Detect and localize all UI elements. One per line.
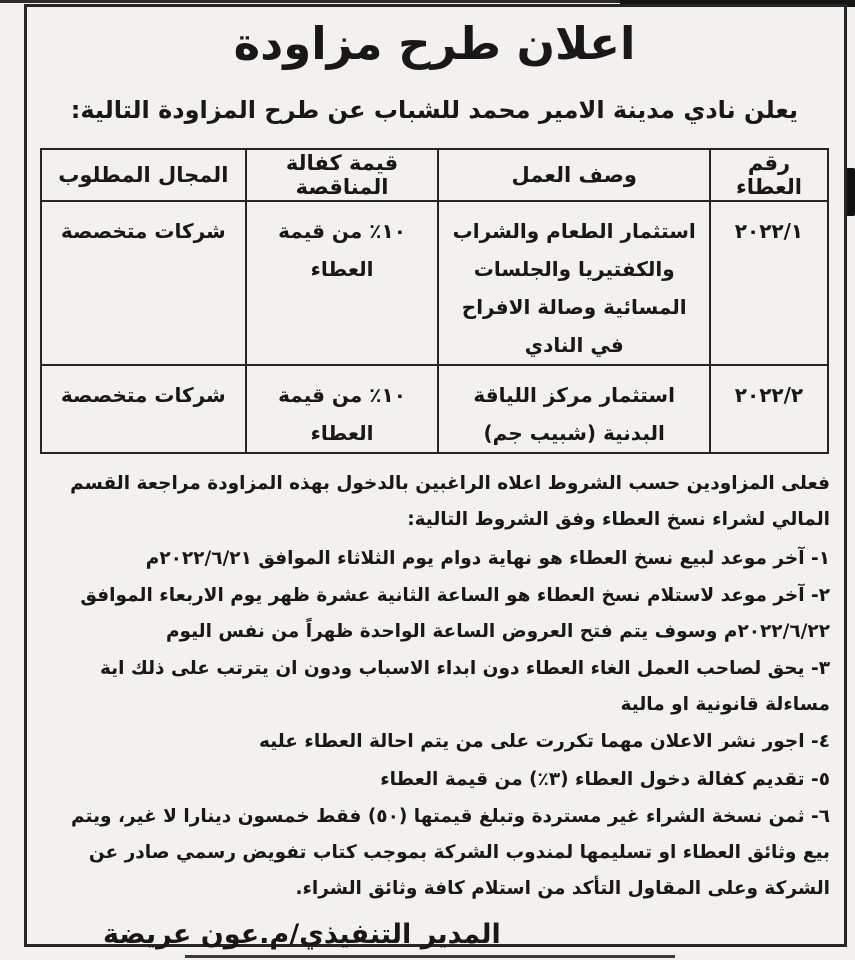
- terms-intro: فعلى المزاودين حسب الشروط اعلاه الراغبين بالدخول بهذه المزاودة مراجعة القسم المالي لشراء نسخ العطاء وفق الشروط التالية:: [70, 473, 830, 531]
- terms-section: [37, 466, 832, 907]
- scan-artifact-bottom-line: [185, 955, 675, 958]
- header-bond-value: قيمة كفالة المناقصة: [246, 149, 439, 201]
- header-work-description: وصف العمل: [438, 149, 710, 201]
- term-item-5: ٥- تقديم كفالة دخول العطاء (٣٪) من قيمة العطاء: [380, 768, 830, 790]
- tender-number-cell: ٢٠٢٢/١: [710, 201, 828, 365]
- term-item-6: ٦- ثمن نسخة الشراء غير مستردة وتبلغ قيمتها (٥٠) فقط خمسون دينارا لا غير، ويتم بيع وثائق العطاء او تسليمها لمندوب الشركة بموجب كتاب تفويض رسمي صادر عن الشركة وعلى المقاول التأكد من استلام كافة وثائق الشراء.: [71, 805, 830, 899]
- work-description-cell: استثمار الطعام والشراب والكفتيريا والجلسات المسائية وصالة الافراح في النادي: [438, 201, 710, 365]
- table-row: [41, 201, 828, 365]
- header-required-field: المجال المطلوب: [41, 149, 246, 201]
- page-title: اعلان طرح مزاودة: [233, 17, 636, 70]
- document-frame: [24, 4, 847, 950]
- term-item-3: ٣- يحق لصاحب العمل الغاء العطاء دون ابداء الاسباب ودون ان يترتب على ذلك اية مساءلة قانونية او مالية: [99, 658, 830, 716]
- term-item-2: ٢- آخر موعد لاستلام نسخ العطاء هو الساعة الثانية عشرة ظهر يوم الاربعاء الموافق ٢٠٢٢/٦/٢٢م وسوف يتم فتح العروض الساعة الواحدة ظهراً من نفس اليوم: [80, 585, 830, 643]
- bond-value-cell: ١٠٪ من قيمة العطاء: [246, 365, 439, 453]
- table-row: [41, 365, 828, 453]
- table-header-row: [41, 149, 828, 201]
- term-item-1: ١- آخر موعد لبيع نسخ العطاء هو نهاية دوام يوم الثلاثاء الموافق ٢٠٢٢/٦/٢١م: [145, 548, 830, 570]
- tender-table: [40, 148, 829, 454]
- work-description-cell: استثمار مركز اللياقة البدنية (شبيب جم): [438, 365, 710, 453]
- header-tender-number: رقم العطاء: [710, 149, 828, 201]
- term-item-4: ٤- اجور نشر الاعلان مهما تكررت على من يتم احالة العطاء عليه: [258, 731, 830, 753]
- required-field-cell: شركات متخصصة: [41, 365, 246, 453]
- announcement-subtitle: يعلن نادي مدينة الامير محمد للشباب عن طرح المزاودة التالية:: [70, 96, 798, 124]
- required-field-cell: شركات متخصصة: [41, 201, 246, 365]
- signature-line: المدير التنفيذي/م.عون عريضة: [103, 918, 501, 950]
- bond-value-cell: ١٠٪ من قيمة العطاء: [246, 201, 439, 365]
- tender-number-cell: ٢٠٢٢/٢: [710, 365, 828, 453]
